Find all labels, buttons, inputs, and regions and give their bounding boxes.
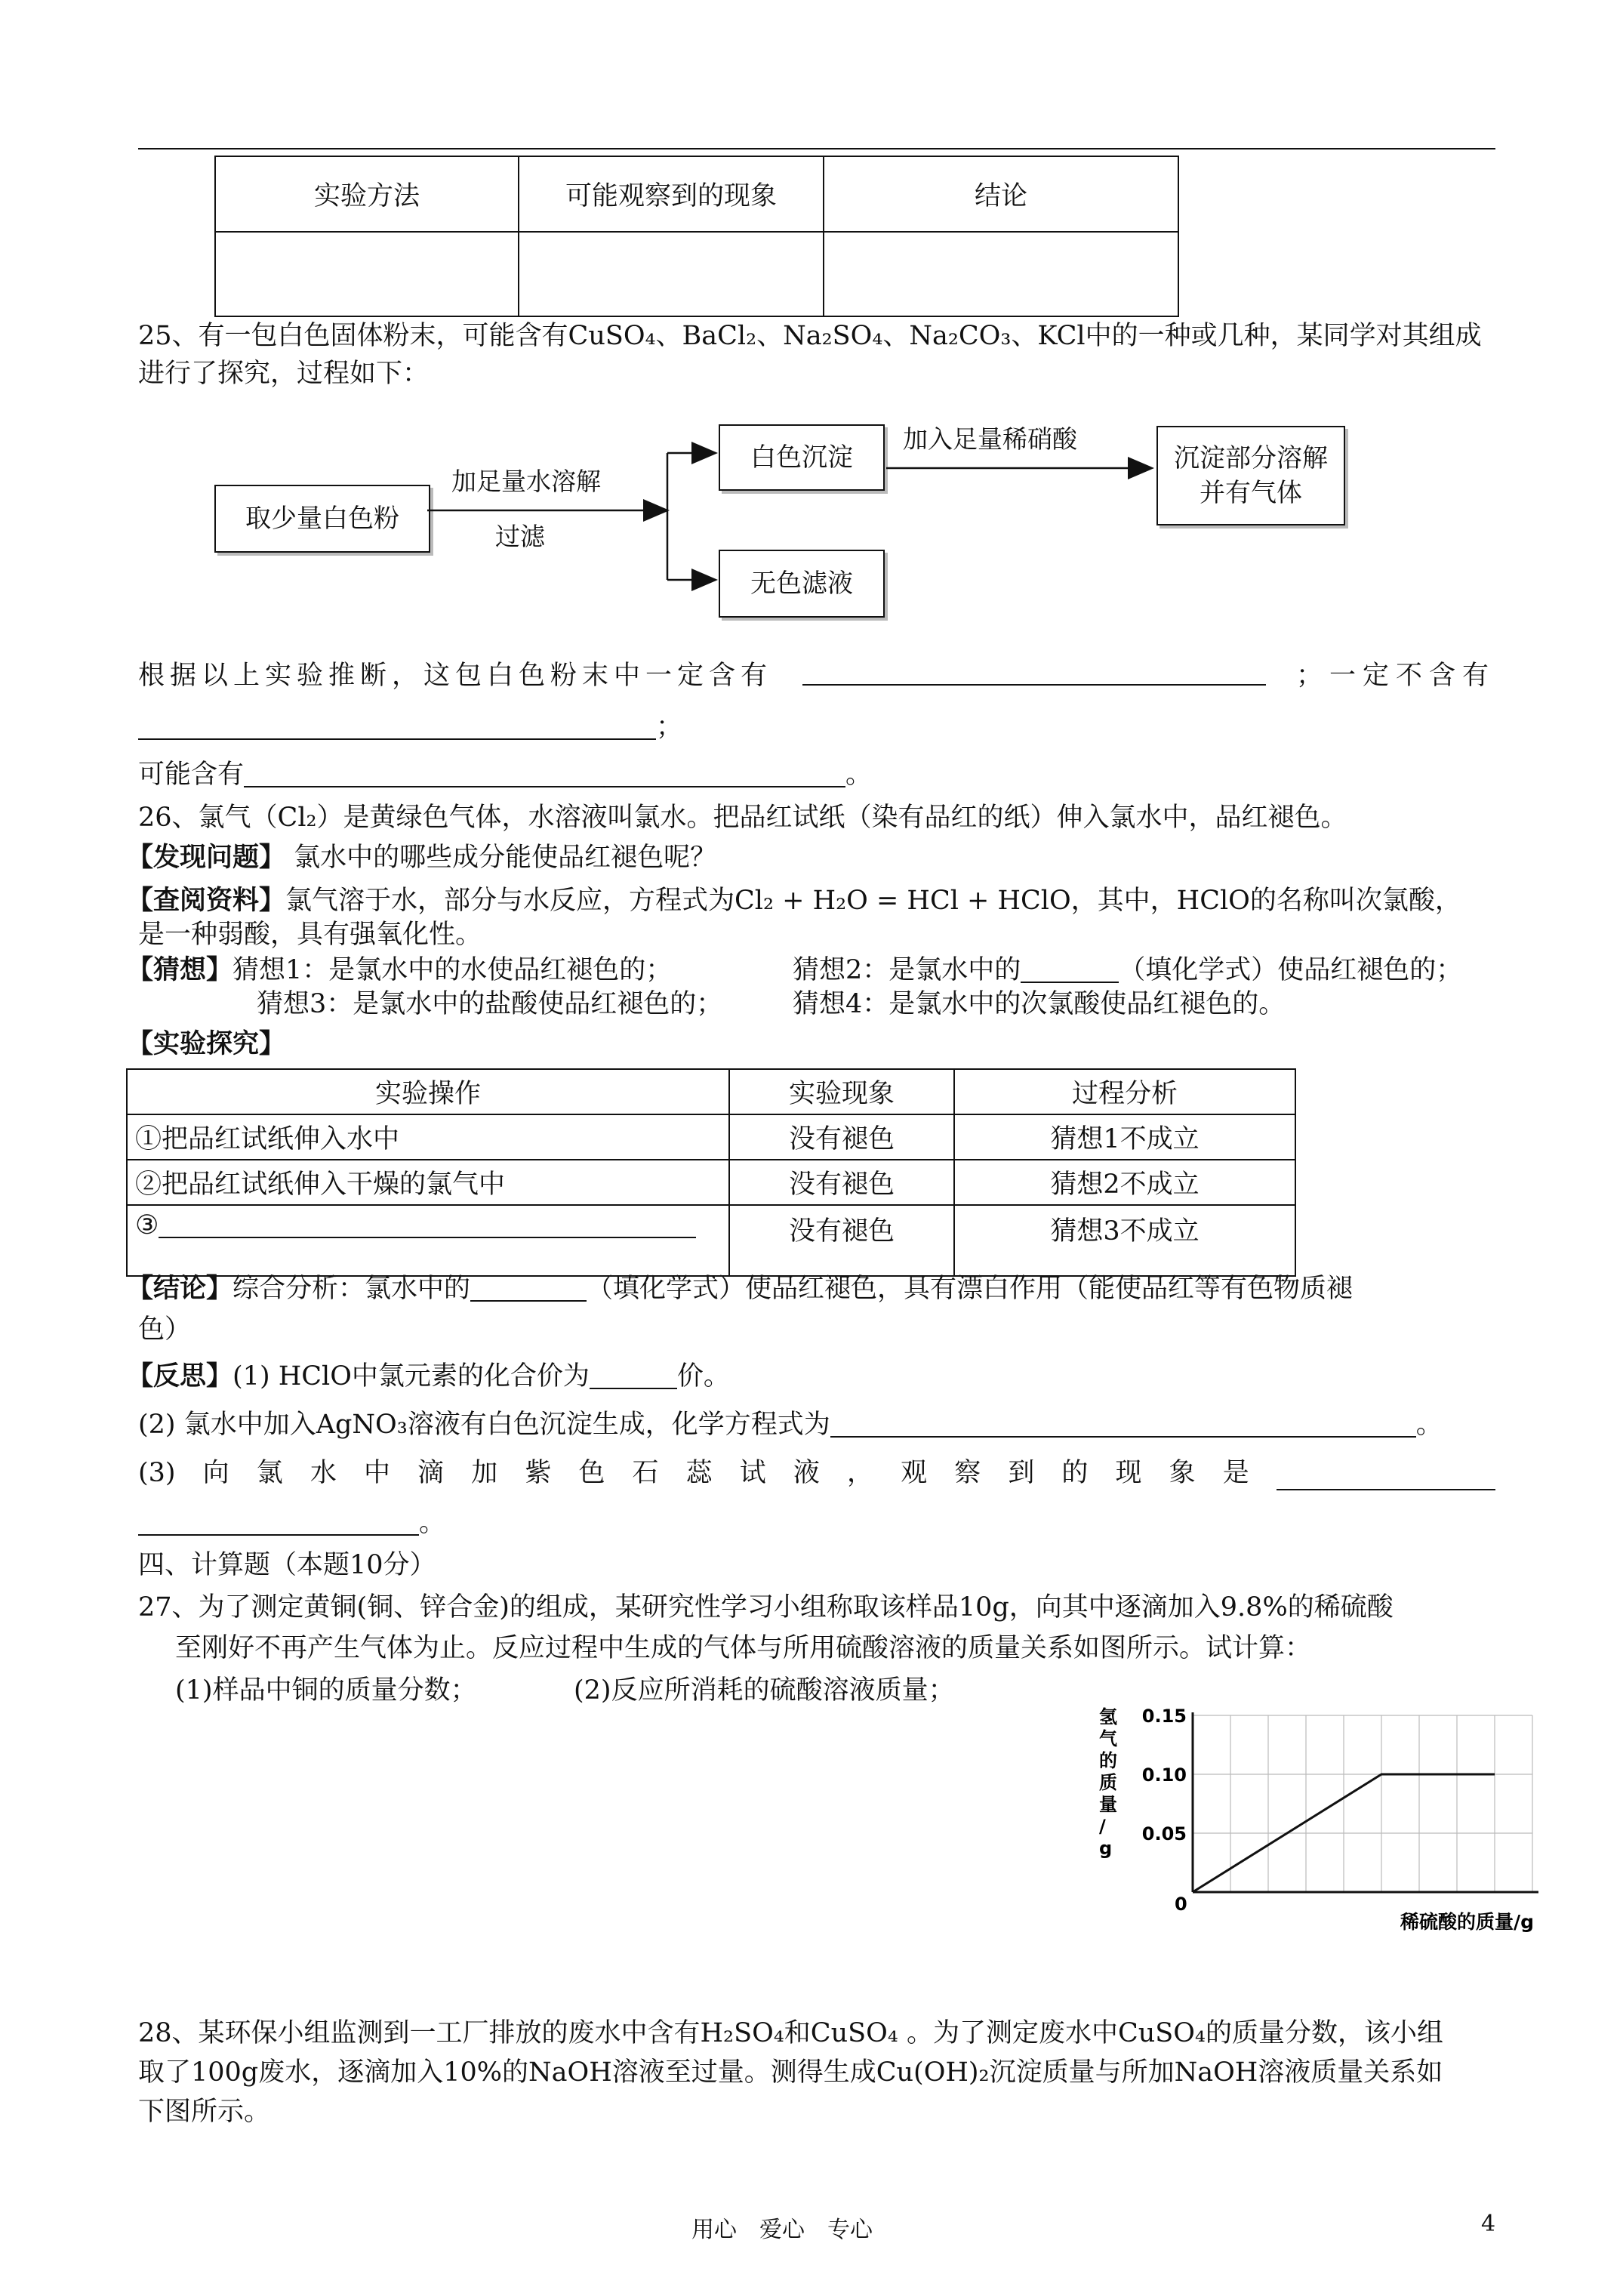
q26-guess-line1	[127, 953, 672, 988]
char: 蕊	[685, 1458, 713, 1488]
answer-blank[interactable]	[138, 713, 656, 740]
q25-maybe-line	[138, 757, 872, 792]
table-cell: 没有褪色	[729, 1160, 954, 1205]
q25-line2: 进行了探究，过程如下：	[138, 359, 430, 389]
flow-step1-bottom-label: 过滤	[495, 522, 545, 551]
page-number: 4	[1481, 2211, 1496, 2237]
char: 中	[364, 1458, 391, 1488]
table-row	[127, 1160, 1295, 1205]
y-tick-label: 0.05	[1141, 1823, 1187, 1845]
char: 滴	[417, 1458, 445, 1488]
conclusion-text: 综合分析：氯水中的	[233, 1274, 471, 1304]
char: 液	[793, 1458, 820, 1488]
flow-step1-top-label: 加足量水溶解	[451, 467, 601, 496]
q26-intro: 26、氯气（Cl₂）是黄绿色气体，水溶液叫氯水。把品红试纸（染有品红的纸）伸入氯水中，品红褪色。	[138, 803, 1347, 833]
table-cell: 没有褪色	[729, 1114, 954, 1160]
problem-tag: 【发现问题】	[127, 842, 286, 873]
answer-blank[interactable]	[590, 1362, 677, 1389]
q26-reflect3-cont	[138, 1505, 445, 1540]
answer-blank[interactable]	[830, 1410, 1416, 1438]
q26-info2: 是一种弱酸，具有强氧化性。	[138, 920, 482, 950]
q25-infer-text1: 根据以上实验推断，这包白色粉末中一定含有	[138, 661, 773, 691]
char: 加	[471, 1458, 498, 1488]
period: 。	[419, 1508, 446, 1538]
experiment-table	[126, 1068, 1296, 1277]
q26-guess4: 猜想4：是氯水中的次氯酸使品红褪色的。	[793, 989, 1286, 1019]
q26-problem	[127, 840, 716, 875]
table-cell: 猜想3不成立	[954, 1205, 1295, 1276]
conclusion-text-end: （填化学式）使品红褪色，具有漂白作用（能使品红等有色物质褪	[587, 1274, 1354, 1304]
guess-tag: 【猜想】	[127, 954, 233, 985]
flow-result-box: 沉淀部分溶解并有气体	[1156, 426, 1345, 525]
answer-blank[interactable]	[1277, 1463, 1495, 1490]
flow-start-box: 取少量白色粉	[214, 485, 430, 553]
table-cell: 没有褪色	[729, 1205, 954, 1276]
semicolon: ；	[656, 712, 683, 742]
q27-line1: 27、为了测定黄铜(铜、锌合金)的组成，某研究性学习小组称取该样品10g，向其中逐滴加入9.8%的稀硫酸	[138, 1592, 1394, 1623]
table-header: 可能观察到的现象	[519, 156, 824, 232]
char: 紫	[525, 1458, 552, 1488]
table-row	[127, 1205, 1295, 1276]
q25-line1: 25、有一包白色固体粉末，可能含有CuSO₄、BaCl₂、Na₂SO₄、Na₂CO₃、KCl中的一种或几种，某同学对其组成	[138, 321, 1482, 351]
row3-label: ③	[135, 1210, 159, 1240]
flow-precipitate-box: 白色沉淀	[719, 424, 885, 491]
char: 向	[202, 1458, 229, 1488]
reflect1-text: (1) HClO中氯元素的化合价为	[233, 1361, 590, 1391]
char: 到	[1008, 1458, 1035, 1488]
chart-axes	[1193, 1712, 1538, 1892]
answer-blank[interactable]	[244, 760, 845, 787]
reflect2-text: (2) 氯水中加入AgNO₃溶液有白色沉淀生成，化学方程式为	[138, 1410, 830, 1440]
reflect3-spaced-text	[138, 1456, 1277, 1490]
char: 象	[1169, 1458, 1196, 1488]
char: 的	[1061, 1458, 1089, 1488]
q26-info	[127, 883, 1461, 918]
table-header: 过程分析	[954, 1069, 1295, 1114]
q26-reflect1	[127, 1359, 730, 1394]
table-cell: ①把品红试纸伸入水中	[127, 1114, 729, 1160]
chart-ticks	[1142, 1706, 1187, 1845]
explore-tag: 【实验探究】	[127, 1028, 286, 1059]
table-cell: ②把品红试纸伸入干燥的氯气中	[127, 1160, 729, 1205]
flow-filtrate-box: 无色滤液	[719, 550, 885, 618]
q26-conclusion-c: 色）	[138, 1314, 192, 1345]
info-text: 氯气溶于水，部分与水反应，方程式为Cl₂ + H₂O = HCl + HClO，其中，HClO的名称叫次氯酸，	[285, 886, 1461, 916]
y-tick-label: 0.10	[1141, 1764, 1187, 1786]
chart-grid	[1193, 1715, 1532, 1892]
q26-reflect3	[138, 1456, 1495, 1490]
char: ，	[846, 1458, 873, 1488]
guess2-text-end: （填化学式）使品红褪色的；	[1119, 955, 1463, 985]
char: 氯	[256, 1458, 283, 1488]
reflect2-end: 。	[1415, 1410, 1443, 1440]
info-tag: 【查阅资料】	[127, 885, 286, 916]
problem-text: 氯水中的哪些成分能使品红褪色呢？	[285, 843, 717, 873]
char: 察	[954, 1458, 981, 1488]
q25-maybe-label: 可能含有	[138, 760, 245, 790]
footer-motto: 用心 爱心 专心	[691, 2217, 873, 2243]
char: 石	[632, 1458, 659, 1488]
guess1: 猜想1：是氯水中的水使品红褪色的；	[233, 955, 673, 985]
q26-reflect2	[138, 1407, 1443, 1442]
guess2-text: 猜想2：是氯水中的	[793, 955, 1021, 985]
q26-guess3: 猜想3：是氯水中的盐酸使品红褪色的；	[257, 989, 723, 1019]
table-header: 实验方法	[215, 156, 519, 232]
answer-blank[interactable]	[470, 1274, 587, 1302]
answer-blank[interactable]	[138, 1509, 419, 1536]
x-axis-label: 稀硫酸的质量/g	[1400, 1911, 1534, 1933]
q26-explore-tag	[127, 1027, 285, 1062]
q25-notcontain-line	[138, 710, 682, 744]
y-tick-label: 0.15	[1141, 1706, 1187, 1727]
q26-guess2	[793, 953, 1462, 988]
hydrogen-chart	[1087, 1706, 1555, 1933]
answer-blank[interactable]	[802, 658, 1266, 686]
answer-blank[interactable]	[159, 1211, 696, 1238]
table-cell: 猜想2不成立	[954, 1160, 1295, 1205]
q28-line3: 下图所示。	[138, 2097, 271, 2127]
table-cell: 猜想1不成立	[954, 1114, 1295, 1160]
table-cell	[127, 1205, 729, 1276]
table-header: 结论	[824, 156, 1178, 232]
char: 观	[901, 1458, 928, 1488]
table-row	[127, 1114, 1295, 1160]
table-header: 实验操作	[127, 1069, 729, 1114]
q27-q2: (2)反应所消耗的硫酸溶液质量；	[574, 1675, 955, 1706]
conclusion-tag: 【结论】	[127, 1273, 233, 1304]
q25-infer-text2: ；一定不含有	[1295, 661, 1495, 691]
char: 色	[578, 1458, 605, 1488]
char: 现	[1115, 1458, 1142, 1488]
q27-line2: 至刚好不再产生气体为止。反应过程中生成的气体与所用硫酸溶液的质量关系如图所示。试计算：	[175, 1633, 1312, 1663]
q28-line1: 28、某环保小组监测到一工厂排放的废水中含有H₂SO₄和CuSO₄ 。为了测定废水中CuSO₄的质量分数，该小组	[138, 2018, 1443, 2048]
q25-inference-line	[138, 658, 1495, 693]
flow-step2-label: 加入足量稀硝酸	[903, 424, 1077, 454]
char: (3)	[138, 1458, 176, 1488]
char: 是	[1222, 1458, 1249, 1488]
flow-arrows	[0, 0, 1623, 680]
y-axis-label: 氢气的质量/ g	[1099, 1706, 1117, 1859]
answer-blank[interactable]	[1021, 956, 1119, 983]
char: 水	[310, 1458, 337, 1488]
section-title: 四、计算题（本题10分）	[138, 1550, 436, 1580]
q27-q1: (1)样品中铜的质量分数；	[175, 1675, 477, 1706]
q28-line2: 取了100g废水，逐滴加入10%的NaOH溶液至过量。测得生成Cu(OH)₂沉淀质量与所加NaOH溶液质量关系如	[138, 2057, 1443, 2088]
char: 试	[739, 1458, 766, 1488]
period: 。	[845, 760, 873, 790]
reflect-tag: 【反思】	[127, 1361, 233, 1391]
origin-label: 0	[1175, 1894, 1187, 1915]
reflect1-end: 价。	[676, 1361, 730, 1391]
table-header: 实验现象	[729, 1069, 954, 1114]
q26-conclusion	[127, 1271, 1353, 1306]
